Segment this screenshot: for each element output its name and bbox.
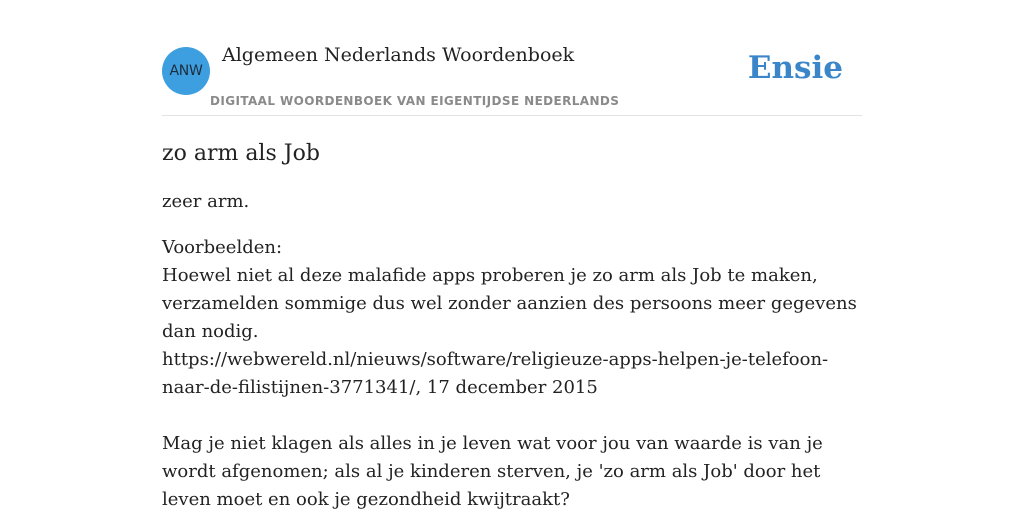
site-title[interactable]: Algemeen Nederlands Woordenboek	[222, 44, 575, 66]
example-spacer	[162, 402, 862, 430]
anw-logo[interactable]: ANW	[162, 47, 210, 95]
ensie-brand-link[interactable]: Ensie	[747, 50, 843, 86]
site-subtitle: DIGITAAL WOORDENBOEK VAN EIGENTIJDSE NEDERLANDS	[210, 94, 620, 108]
definition: zeer arm.	[162, 191, 250, 212]
examples-label: Voorbeelden:	[162, 237, 283, 258]
headword: zo arm als Job	[162, 141, 320, 166]
example-text: Hoewel niet al deze malafide apps proberen je zo arm als Job te maken, verzamelden sommige dus wel zonder aanzien des persoons meer gegevens dan nodig.	[162, 265, 857, 342]
examples-section	[162, 234, 862, 512]
example-text: Mag je niet klagen als alles in je leven wat voor jou van waarde is van je wordt afgenomen; als al je kinderen sterven, je 'zo arm als Job' door het leven moet en ook je gezondheid kwijtraakt?	[162, 433, 823, 510]
site-header	[162, 0, 862, 116]
example-source: https://webwereld.nl/nieuws/software/religieuze-apps-helpen-je-telefoon-naar-de-filistijnen-3771341/, 17 december 2015	[162, 349, 829, 398]
entry-content	[162, 136, 862, 512]
